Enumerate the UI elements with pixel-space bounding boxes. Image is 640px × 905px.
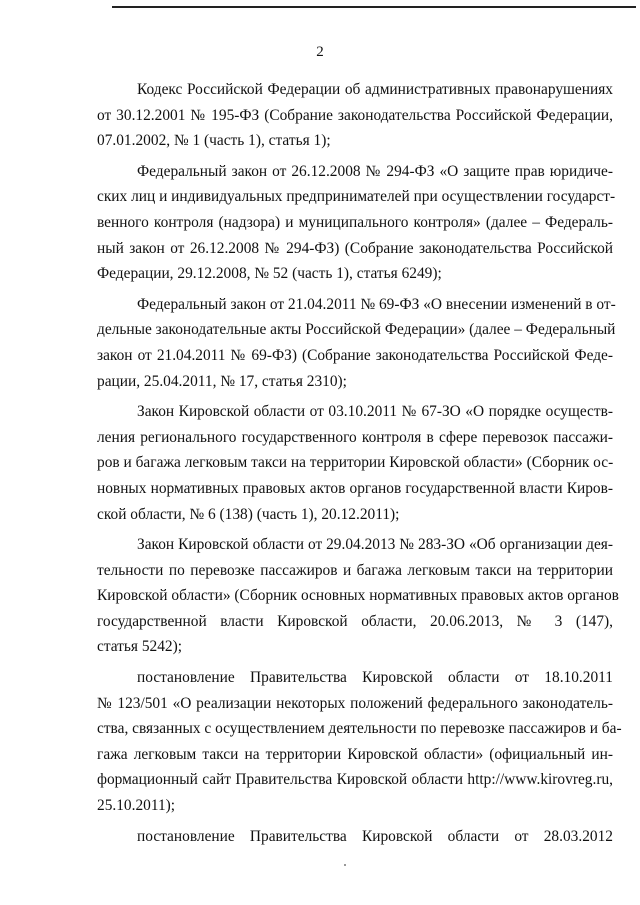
text-line: ный закон от 26.12.2008 № 294-ФЗ) (Собрание законодательства Российской <box>97 239 613 257</box>
text-line: Федеральный закон от 21.04.2011 № 69-ФЗ «О внесении изменений в от- <box>137 295 616 313</box>
paragraph-postanovlenie-123-501 <box>97 665 622 819</box>
scan-speck <box>344 864 346 866</box>
paragraph-zakon-283-zo <box>97 532 619 660</box>
text-line: государственной власти Кировской области, 20.06.2013, № 3 (147), <box>97 612 613 630</box>
paragraph-zakon-67-zo <box>97 399 613 527</box>
text-line: Федеральный закон от 26.12.2008 № 294-ФЗ «О защите прав юридиче- <box>137 162 613 180</box>
text-line: Закон Кировской области от 29.04.2013 № 283-ЗО «Об организации дея- <box>137 536 613 554</box>
text-line: дельные законодательные акты Российской Федерации» (далее – Федеральный <box>97 321 616 339</box>
text-line: Закон Кировской области от 03.10.2011 № 67-ЗО «О порядке осуществ- <box>137 403 613 421</box>
text-line: № 123/501 «О реализации некоторых положений федерального законодатель- <box>97 694 613 712</box>
paragraph-koap <box>97 77 613 154</box>
document-body <box>97 77 622 849</box>
top-rule <box>112 6 636 8</box>
text-line: 25.10.2011); <box>97 797 176 815</box>
text-line: ров и багажа легковым такси на территории Кировской области» (Сборник ос- <box>97 454 614 472</box>
paragraph-postanovlenie-28-03-2012 <box>97 824 613 850</box>
text-line: Федерации, 29.12.2008, № 52 (часть 1), статья 6249); <box>97 265 442 283</box>
paragraph-fz-294 <box>97 159 616 287</box>
text-line: ления регионального государственного контроля в сфере перевозок пассажи- <box>97 428 613 446</box>
text-line: от 30.12.2001 № 195-ФЗ (Собрание законодательства Российской Федерации, <box>97 106 613 124</box>
text-line: рации, 25.04.2011, № 17, статья 2310); <box>97 372 347 390</box>
text-line: венного контроля (надзора) и муниципального контроля» (далее – Федераль- <box>97 213 613 231</box>
text-line: Кодекс Российской Федерации об административных правонарушениях <box>137 81 613 98</box>
text-line: ской области, № 6 (138) (часть 1), 20.12.2011); <box>97 505 400 523</box>
text-line: статья 5242); <box>97 638 183 656</box>
text-line: 07.01.2002, № 1 (часть 1), статья 1); <box>97 132 331 150</box>
text-line: новных нормативных правовых актов органов государственной власти Киров- <box>97 479 613 497</box>
text-line: ства, связанных с осуществлением деятельности по перевозке пассажиров и ба- <box>97 720 622 738</box>
text-line: ских лиц и индивидуальных предпринимателей при осуществлении государст- <box>97 188 616 206</box>
page-number: 2 <box>316 44 324 60</box>
text-line: закон от 21.04.2011 № 69-ФЗ) (Собрание законодательства Российской Феде- <box>97 346 613 364</box>
text-line: гажа легковым такси на территории Кировской области» (официальный ин- <box>97 745 613 763</box>
text-line: тельности по перевозке пассажиров и багажа легковым такси на территории <box>97 561 613 579</box>
text-line: постановление Правительства Кировской области от 28.03.2012 <box>137 827 613 845</box>
text-line: Кировской области» (Сборник основных нормативных правовых актов органов <box>97 587 619 605</box>
text-line: постановление Правительства Кировской области от 18.10.2011 <box>137 669 613 687</box>
paragraph-fz-69 <box>97 292 616 394</box>
text-line: формационный сайт Правительства Кировской области http://www.kirovreg.ru, <box>97 771 613 789</box>
